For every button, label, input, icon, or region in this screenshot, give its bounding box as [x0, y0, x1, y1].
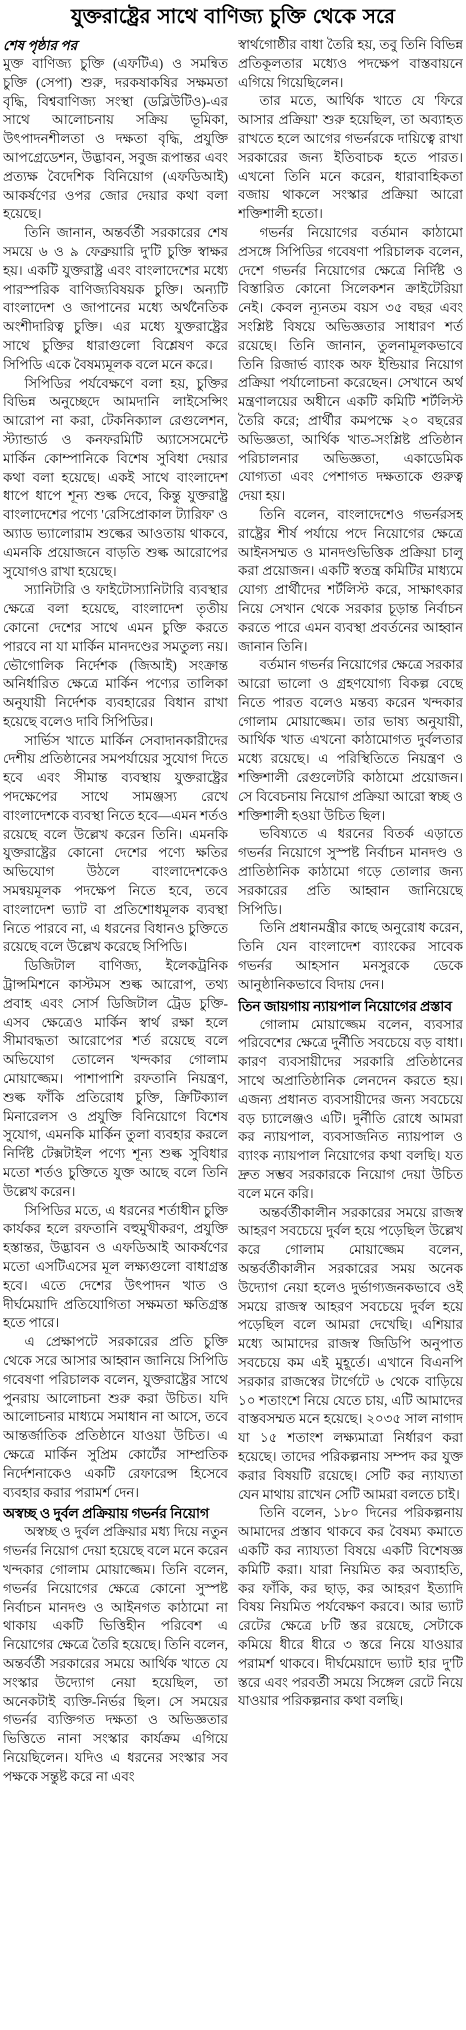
body-paragraph: গভর্নর নিয়োগের বর্তমান কাঠামো প্রসঙ্গে সিপিডির গবেষণা পরিচালক বলেন, দেশে গভর্নর নিয়োগের ক্ষেত্রে নির্দিষ্ট ও বিস্তারিত কোনো সিলেকশন ক্রাইটেরিয়া নেই। কেবল ন্যূনতম বয়স ৩৫ বছর এবং সংশ্লিষ্ট বিষয়ে অভিজ্ঞতার সাধারণ শর্ত রয়েছে। তিনি জানান, তুলনামূলকভাবে তিনি রিজার্ভ ব্যাংক অফ ইন্ডিয়ার নিয়োগ প্রক্রিয়া পর্যালোচনা করেছেন। সেখানে অর্থ মন্ত্রণালয়ের অধীনে একটি কমিটি শর্টলিস্ট তৈরি করে; প্রার্থীর কমপক্ষে ২০ বছরের অভিজ্ঞতা, আর্থিক খাত-সংশ্লিষ্ট প্রতিষ্ঠান পরিচালনার অভিজ্ঞতা, একাডেমিক যোগ্যতা এবং পেশাগত দক্ষতাকে গুরুত্ব দেয়া হয়। — [238, 224, 463, 504]
body-paragraph: সিপিডির পর্যবেক্ষণে বলা হয়, চুক্তির বিভিন্ন অনুচ্ছেদে আমদানি লাইসেন্সিং আরোপ না করা, টেকনিক্যাল রেগুলেশন, স্ট্যান্ডার্ড ও কনফরমিটি অ্যাসেসমেন্টে মার্কিন কোম্পানিকে বিশেষ সুবিধা দেয়ার কথা বলা হয়েছে। একই সাথে বাংলাদেশ ধাপে ধাপে শূন্য শুল্ক দেবে, কিন্তু যুক্তরাষ্ট্র বাংলাদেশের পণ্যে 'রেসিপ্রোকাল ট্যারিফ' ও অ্যাড ভ্যালোরাম শুল্কের আওতায় থাকবে, এমনকি প্রয়োজনে বাড়তি শুল্ক আরোপের সুযোগও রাখা হয়েছে। — [3, 375, 228, 579]
right-column — [238, 36, 463, 2026]
body-paragraph: সিপিডির মতে, এ ধরনের শর্তাধীন চুক্তি কার্যকর হলে রফতানি বহুমুখীকরণ, প্রযুক্তি হস্তান্তর, উদ্ভাবন ও এফডিআই আকর্ষণের মতো এসটিএসের মূল লক্ষ্যগুলো বাধাগ্রস্ত হবে। এতে দেশের উৎপাদন খাত ও দীর্ঘমেয়াদি প্রতিযোগিতা সক্ষমতা ক্ষতিগ্রস্ত হতে পারে। — [3, 1202, 228, 1331]
body-paragraph: মুক্ত বাণিজ্য চুক্তি (এফটিএ) ও সমন্বিত চুক্তি (সেপা) শুরু, দরকষাকষির সক্ষমতা বৃদ্ধি, বিশ্ববাণিজ্য সংস্থা (ডব্লিউটিও)-এর সাথে আলোচনায় সক্রিয় ভূমিকা, উৎপাদনশীলতা ও দক্ষতা বৃদ্ধি, প্রযুক্তি আপগ্রেডেশন, উদ্ভাবন, সবুজ রূপান্তর এবং প্রত্যক্ষ বৈদেশিক বিনিয়োগ (এফডিআই) আকর্ষণের ওপর জোর দেয়ার কথা বলা হয়েছে। — [3, 56, 228, 222]
body-paragraph: তার মতে, আর্থিক খাতে যে 'ফিরে আসার প্রক্রিয়া' শুরু হয়েছিল, তা অব্যাহত রাখতে হলে আগের গভর্নরকে দায়িত্বে রাখা সরকারের জন্য ইতিবাচক হতে পারত। এখনো তিনি মনে করেন, ধারাবাহিকতা বজায় থাকলে সংস্কার প্রক্রিয়া আরো শক্তিশালী হতো। — [238, 93, 463, 222]
headline: যুক্তরাষ্ট্রের সাথে বাণিজ্য চুক্তি থেকে সরে — [70, 4, 396, 28]
body-paragraph: তিনি জানান, অন্তর্বর্তী সরকারের শেষ সময়ে ৬ ও ৯ ফেব্রুয়ারি দু'টি চুক্তি স্বাক্ষর হয়। একটি যুক্তরাষ্ট্র এবং বাংলাদেশের মধ্যে পারস্পরিক বাণিজ্যবিষয়ক চুক্তি। অন্যটি বাংলাদেশ ও জাপানের মধ্যে অর্থনৈতিক অংশীদারিত্ব চুক্তি। এর মধ্যে যুক্তরাষ্ট্রের সাথে চুক্তির ধারাগুলো বিশ্লেষণ করে সিপিডি একে বৈষম্যমূলক বলে মনে করে। — [3, 225, 228, 372]
left-column — [3, 36, 228, 2026]
section-subheading: অস্বচ্ছ ও দুর্বল প্রক্রিয়ায় গভর্নর নিয়োগ — [3, 1506, 210, 1522]
article-columns — [3, 36, 463, 2026]
body-paragraph-continued: স্বার্থগোষ্ঠীর বাধা তৈরি হয়, তবু তিনি বিভিন্ন প্রতিকূলতার মধ্যেও পদক্ষেপ বাস্তবায়নে এগিয়ে গিয়েছিলেন। — [238, 37, 463, 90]
continued-from-kicker: শেষ পৃষ্ঠার পর — [3, 38, 78, 53]
body-paragraph: এ প্রেক্ষাপটে সরকারের প্রতি চুক্তি থেকে সরে আসার আহ্বান জানিয়ে সিপিডি গবেষণা পরিচালক বলেন, যুক্তরাষ্ট্রের সাথে পুনরায় আলোচনা শুরু করা উচিত। যদি আলোচনার মাধ্যমে সমাধান না আসে, তবে আন্তর্জাতিক প্রতিষ্ঠানে যাওয়া উচিত। এ ক্ষেত্রে মার্কিন সুপ্রিম কোর্টের সাম্প্রতিক নির্দেশনাকেও একটি রেফারেন্স হিসেবে ব্যবহার করার পরামর্শ দেন। — [3, 1334, 228, 1500]
body-paragraph: তিনি বলেন, বাংলাদেশেও গভর্নরসহ রাষ্ট্রের শীর্ষ পর্যায়ে পদে নিয়োগের ক্ষেত্রে আইনসম্মত ও মানদণ্ডভিত্তিক প্রক্রিয়া চালু করা প্রয়োজন। একটি স্বতন্ত্র কমিটির মাধ্যমে যোগ্য প্রার্থীদের শর্টলিস্ট করে, সাক্ষাৎকার নিয়ে সেখান থেকে সরকার চূড়ান্ত নির্বাচন করতে পারে এমন ব্যবস্থা প্রবর্তনের আহ্বান জানান তিনি। — [238, 506, 463, 654]
body-paragraph: অস্বচ্ছ ও দুর্বল প্রক্রিয়ার মধ্য দিয়ে নতুন গভর্নর নিয়োগ দেয়া হয়েছে বলে মনে করেন খন্দকার গোলাম মোয়াজ্জেম। তিনি বলেন, গভর্নর নিয়োগের ক্ষেত্রে কোনো সুস্পষ্ট নির্বাচন মানদণ্ড ও আইনগত কাঠামো না থাকায় একটি ভিত্তিহীন পরিবেশ এ নিয়োগের ক্ষেত্রে তৈরি হয়েছে। তিনি বলেন, অন্তর্বর্তী সরকারের সময়ে আর্থিক খাতে যে সংস্কার উদ্যোগ নেয়া হয়েছিল, তা অনেকটাই ব্যক্তি-নির্ভর ছিল। সে সময়ের গভর্নর ব্যক্তিগত দক্ষতা ও অভিজ্ঞতার ভিত্তিতে নানা সংস্কার কার্যক্রম এগিয়ে নিয়েছিলেন। যদিও এ ধরনের সংস্কার সব পক্ষকে সন্তুষ্ট করে না এবং — [3, 1524, 228, 1784]
body-paragraph: স্যানিটারি ও ফাইটোস্যানিটারি ব্যবস্থার ক্ষেত্রে বলা হয়েছে, বাংলাদেশ তৃতীয় কোনো দেশের সাথে এমন চুক্তি করতে পারবে না যা মার্কিন মানদণ্ডের সমতুল্য নয়। ভৌগোলিক নির্দেশক (জিআই) সংক্রান্ত অনির্ধারিত ক্ষেত্রে মার্কিন পণ্যের তালিকা অনুযায়ী নির্দেশক ব্যবহারের বিধান রাখা হয়েছে বলেও দাবি সিপিডির। — [3, 582, 228, 729]
body-paragraph: তিনি বলেন, ১৮০ দিনের পরিকল্পনায় আমাদের প্রস্তাব থাকবে কর বৈষম্য কমাতে একটি কর ন্যায্যতা বিষয়ে একটি বিশেষজ্ঞ কমিটি করা। যারা নিয়মিত কর অব্যাহতি, কর ফাঁকি, কর ছাড়, কর আহরণ ইত্যাদি বিষয় নিয়মিত পর্যবেক্ষণ করবে। আর ভ্যাট রেটের ক্ষেত্রে ৮টি স্তর রয়েছে, সেটাকে কমিয়ে ধীরে ধীরে ৩ স্তরে নিয়ে যাওয়ার পরামর্শ থাকবে। দীর্ঘমেয়াদে ভ্যাট হার দু'টি স্তরে এবং পরবর্তী সময়ে সিঙ্গেল রেটে নিয়ে যাওয়ার পরিকল্পনার কথা বলছি। — [238, 1505, 463, 1709]
body-paragraph: ভবিষ্যতে এ ধরনের বিতর্ক এড়াতে গভর্নর নিয়োগে সুস্পষ্ট নির্বাচন মানদণ্ড ও প্রাতিষ্ঠানিক কাঠামো গড়ে তোলার জন্য সরকারের প্রতি আহ্বান জানিয়েছে সিপিডি। — [238, 826, 463, 917]
body-paragraph: বর্তমান গভর্নর নিয়োগের ক্ষেত্রে সরকার আরো ভালো ও গ্রহণযোগ্য বিকল্প বেছে নিতে পারত বলেও মন্তব্য করেন খন্দকার গোলাম মোয়াজ্জেম। তার ভাষ্য অনুযায়ী, আর্থিক খাত এখনো কাঠামোগত দুর্বলতার মধ্যে রয়েছে। এ পরিস্থিতিতে নিয়ন্ত্রণ ও শক্তিশালী রেগুলেটরি কাঠামো প্রয়োজন। সে বিবেচনায় নিয়োগ প্রক্রিয়া আরো স্বচ্ছ ও শক্তিশালী হওয়া উচিত ছিল। — [238, 657, 463, 823]
body-paragraph: ডিজিটাল বাণিজ্য, ইলেকট্রনিক ট্রান্সমিশনে কাস্টমস শুল্ক আরোপ, তথ্য প্রবাহ এবং সোর্স ডিজিটাল ট্রেড চুক্তি-এসব ক্ষেত্রেও মার্কিন স্বার্থ রক্ষা হলে সীমাবদ্ধতা আরোপের শর্ত রয়েছে বলে অভিযোগ তোলেন খন্দকার গোলাম মোয়াজ্জেম। পাশাপাশি রফতানি নিয়ন্ত্রণ, শুল্ক ফাঁকি প্রতিরোধ চুক্তি, ক্রিটিক্যাল মিনারেলস ও প্রযুক্তি বিনিয়োগে বিশেষ সুযোগ, এমনকি মার্কিন তুলা ব্যবহার করলে নির্দিষ্ট টেক্সটাইল পণ্যে শূন্য শুল্ক সুবিধার মতো শর্তও চুক্তিতে যুক্ত আছে বলে তিনি উল্লেখ করেন। — [3, 958, 228, 1199]
body-paragraph: গোলাম মোয়াজ্জেম বলেন, ব্যবসার পরিবেশের ক্ষেত্রে দুর্নীতি সবচেয়ে বড় বাধা। কারণ ব্যবসায়ীদের সরকারি প্রতিষ্ঠানের সাথে অপ্রাতিষ্ঠানিক লেনদেন করতে হয়। এজন্য প্রধানত ব্যবসায়ীদের জন্য সবচেয়ে বড় চ্যালেঞ্জও এটি। দুর্নীতি রোধে আমরা কর ন্যায়পাল, ব্যবসাজনিত ন্যায়পাল ও ব্যাংক ন্যায়পাল নিয়োগের কথা বলছি। যত দ্রুত সম্ভব সরকারকে নিয়োগ দেয়া উচিত বলে মনে করি। — [238, 1016, 463, 1201]
body-paragraph: সার্ভিস খাতে মার্কিন সেবাদানকারীদের দেশীয় প্রতিষ্ঠানের সমপর্যায়ের সুযোগ দিতে হবে এবং সীমান্ত ব্যবস্থায় যুক্তরাষ্ট্রের পদক্ষেপের সাথে সামঞ্জস্য রেখে বাংলাদেশকে ব্যবস্থা নিতে হবে—এমন শর্তও রয়েছে বলে উল্লেখ করেন তিনি। এমনকি যুক্তরাষ্ট্রের কোনো দেশের পণ্যে ক্ষতির অভিযোগ উঠলে বাংলাদেশকেও সমন্বয়মূলক পদক্ষেপ নিতে হবে, তবে বাংলাদেশ ভ্যাট বা প্রতিশোধমূলক ব্যবস্থা নিতে পারবে না, এ ধরনের বিধানও চুক্তিতে রয়েছে বলে উল্লেখ করেছে সিপিডি। — [3, 732, 228, 955]
section-subheading: তিন জায়গায় ন্যায়পাল নিয়োগের প্রস্তাব — [238, 998, 452, 1014]
body-paragraph: তিনি প্রধানমন্ত্রীর কাছে অনুরোধ করেন, তিনি যেন বাংলাদেশ ব্যাংকের সাবেক গভর্নর আহসান মনসুরকে ডেকে আনুষ্ঠানিকভাবে বিদায় দেন। — [238, 920, 463, 992]
body-paragraph: অন্তর্বর্তীকালীন সরকারের সময়ে রাজস্ব আহরণ সবচেয়ে দুর্বল হয়ে পড়েছিল উল্লেখ করে গোলাম মোয়াজ্জেম বলেন, অন্তর্বর্তীকালীন সরকারের সময় অনেক উদ্যোগ নেয়া হলেও দুর্ভাগ্যজনকভাবে ওই সময়ে রাজস্ব আহরণ সবচেয়ে দুর্বল হয়ে পড়েছিল বলে আমরা দেখেছি। এশিয়ার মধ্যে আমাদের রাজস্ব জিডিপি অনুপাত সবচেয়ে কম এই মুহূর্তে। এখানে বিএনপি সরকার রাজস্বের টার্গেটে ৬ থেকে বাড়িয়ে ১০ শতাংশে নিয়ে যেতে চায়, এটি আমাদের বাস্তবসম্মত মনে হয়েছে। ২০৩৫ সাল নাগাদ যা ১৫ শতাংশ লক্ষ্যমাত্রা নির্ধারণ করা হয়েছে। তাদের পরিকল্পনায় সম্পদ কর যুক্ত করার বিষয়টি রয়েছে। সেটি কর ন্যায্যতা যেন মাথায় রাখেন সেটি আমরা বলতে চাই। — [238, 1204, 463, 1502]
